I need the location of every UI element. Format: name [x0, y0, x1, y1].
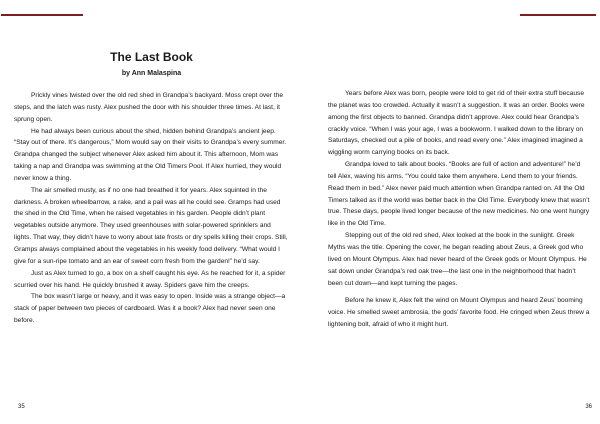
- author-byline: by Ann Malaspina: [121, 70, 182, 77]
- paragraph: Before he knew it, Alex felt the wind on Mount Olympus and heard Zeus’ booming voice. He smelled sweet ambrosia, the gods’ favorite food. He cringed when Zeus threw a lightening bolt, afraid of who it might hurt.: [328, 297, 590, 329]
- story-title: The Last Book: [110, 50, 193, 64]
- paragraph: Grandpa loved to talk about books. “Books are full of action and adventure!” he’d tell Alex, waving his arms. “You could take them anywhere. Lend them to your friends. Read them in bed.” Alex never paid much attention when Grandpa ranted on. All the Old Timers talked as if the world was better back in the Old Time. Everybody knew that wasn’t true. These days, people lived longer because of the new medicines. No one went hungry like in the Old Time.: [328, 161, 590, 228]
- right-page-body: [328, 88, 590, 331]
- left-page-body: [14, 90, 289, 327]
- page-number-left: 35: [18, 404, 25, 410]
- paragraph: The air smelled musty, as if no one had breathed it for years. Alex squinted in the darkness. A broken wheelbarrow, a rake, and a pail was all he could see. Gramps had used the shed in the Old Time, when he raised vegetables in his garden. People didn’t plant vegetables outside anymore. They used greenhouses with solar-powered sprinklers and lights. That way, they didn’t have to worry about late frosts or dry spells killing their crops. Still, Gramps always complained about the vegetables in his weekly food delivery. “What would I give for a sun-ripe tomato and an ear of sweet corn fresh from the garden!” he’d say.: [14, 186, 288, 265]
- page-number-right: 36: [585, 404, 592, 410]
- paragraph: The box wasn’t large or heavy, and it was easy to open. Inside was a strange object—a stack of paper between two pieces of cardboard. Was it a book? Alex had never seen one before.: [14, 293, 286, 325]
- paragraph: Prickly vines twisted over the old red shed in Grandpa’s backyard. Moss crept over the steps, and the latch was rusty. Alex pushed the door with his shoulder three times. At last, it sprung open.: [14, 92, 284, 123]
- paragraph: He had always been curious about the shed, hidden behind Grandpa’s ancient jeep. “Stay out of there. It’s dangerous,” Mom would say on their visits to Grandpa’s every summer. Grandpa changed the subject whenever Alex asked him about it. This afternoon, Mom was taking a nap and Grandpa was swimming at the Old Timers Pool. If Alex hurried, they would never know a thing.: [14, 127, 287, 182]
- right-page: [328, 0, 592, 424]
- paragraph: Years before Alex was born, people were told to get rid of their extra stuff because the planet was too crowded. Actually it wasn’t a suggestion. It was an order. Books were among the first objects to banned. Grandpa didn’t approve. Alex could hear Grandpa’s crackly voice. “When I was your age, I was a bookworm. I walked down to the library on Saturdays, checked out a pile of books, and read every one.” Alex imagined imagined a wiggling worm carrying books on its back.: [328, 90, 585, 157]
- paragraph: Just as Alex turned to go, a box on a shelf caught his eye. As he reached for it, a spider scurried over his hand. He quickly brushed it away. Spiders gave him the creeps.: [14, 269, 286, 289]
- left-page: [14, 0, 289, 424]
- paragraph: Stepping out of the old red shed, Alex looked at the book in the sunlight. Greek Myths was the title. Opening the cover, he began reading about Zeus, a Greek god who lived on Mount Olympus. Alex had never heard of the Greek gods or Mount Olympus. He sat down under Grandpa’s red oak tree—the last one in the neighborhood that hadn’t been cut down—and kept turning the pages.: [328, 232, 587, 287]
